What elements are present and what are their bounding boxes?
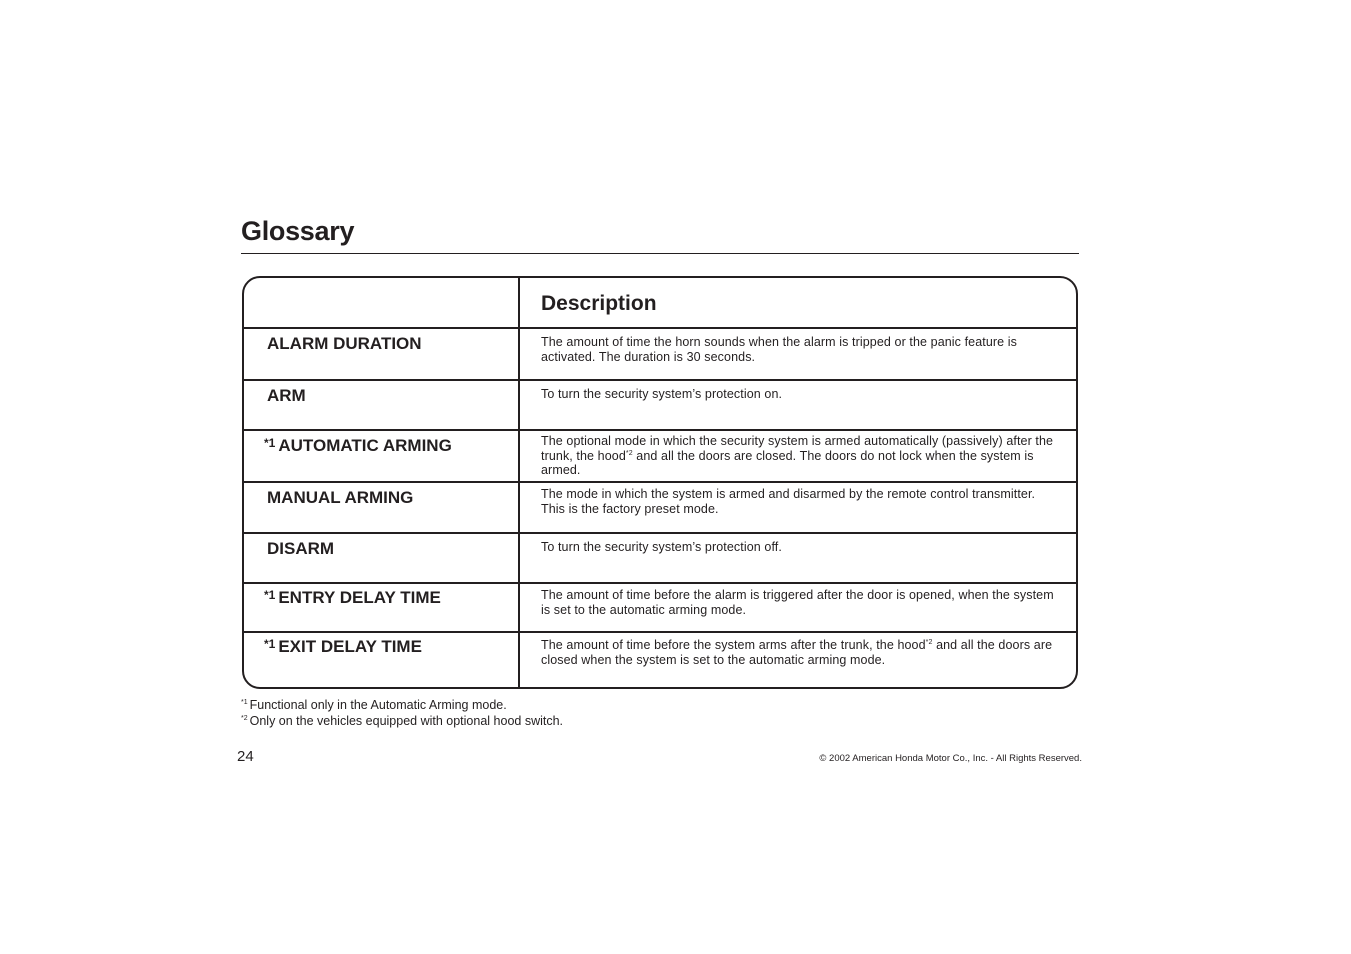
glossary-table <box>242 276 1078 689</box>
description-cell <box>520 584 1076 631</box>
description-cell <box>520 633 1076 689</box>
footnotes <box>241 698 563 729</box>
description-text: The amount of time the horn sounds when the alarm is tripped or the panic feature is activated. The duration is 30 seconds. <box>541 335 1018 364</box>
description-cell <box>520 381 1076 429</box>
term-label: ARM <box>267 386 306 405</box>
footnote-text: Only on the vehicles equipped with optional hood switch. <box>249 713 564 728</box>
page-number: 24 <box>237 748 254 765</box>
footnote-ref: *2 <box>925 639 933 646</box>
description-text: The mode in which the system is armed and disarmed by the remote control transmitter. This is the factory preset mode. <box>541 487 1036 516</box>
term-mark: *1 <box>264 637 276 651</box>
footnote-item <box>241 714 563 730</box>
term-cell <box>244 633 520 689</box>
table-row <box>244 631 1076 689</box>
table-row <box>244 582 1076 631</box>
header-description-cell <box>520 278 1076 328</box>
table-row <box>244 481 1076 532</box>
description-text: The optional mode in which the security system is armed automatically (passively) after the trunk, the hood$^{*2}$ and all the doors are closed. The doors do not lock when the system is armed. <box>541 434 1054 477</box>
term-cell <box>244 329 520 379</box>
description-cell <box>520 483 1076 532</box>
table-row <box>244 379 1076 429</box>
header-term-cell <box>244 278 520 328</box>
table-row <box>244 327 1076 379</box>
footnote-ref: *2 <box>625 449 633 457</box>
term-mark: *1 <box>264 436 276 450</box>
description-cell <box>520 534 1076 582</box>
description-text: The amount of time before the alarm is triggered after the door is opened, when the system is set to the automatic arming mode. <box>541 588 1054 617</box>
term-label: MANUAL ARMING <box>267 488 414 507</box>
term-label: DISARM <box>267 539 335 558</box>
description-cell <box>520 431 1076 481</box>
table-header-row <box>244 278 1076 328</box>
term-label: ALARM DURATION <box>267 334 422 353</box>
term-cell <box>244 534 520 582</box>
table-row <box>244 429 1076 481</box>
term-label: $^{*1}$ ENTRY DELAY TIME <box>264 588 441 607</box>
term-label: $^{*1}$ AUTOMATIC ARMING <box>264 436 452 455</box>
header-description-label: Description <box>541 292 657 315</box>
footnote-text: Functional only in the Automatic Arming mode. <box>249 698 507 712</box>
term-cell <box>244 584 520 631</box>
description-text: To turn the security system’s protection off. <box>541 540 782 554</box>
footnote-mark: *1 <box>241 699 248 706</box>
term-label: $^{*1}$ EXIT DELAY TIME <box>264 637 422 656</box>
table-row <box>244 532 1076 582</box>
page-title: Glossary <box>241 216 355 246</box>
description-cell <box>520 329 1076 379</box>
footnote-item <box>241 698 563 714</box>
footnote-mark: *2 <box>241 714 248 722</box>
description-text: To turn the security system’s protection on. <box>541 387 783 401</box>
copyright-notice: © 2002 American Honda Motor Co., Inc. - All Rights Reserved. <box>819 753 1082 764</box>
term-cell <box>244 483 520 532</box>
term-mark: *1 <box>264 588 276 602</box>
description-text: The amount of time before the system arms after the trunk, the hood$^{*2}$ and all the doors are closed when the system is set to the automatic arming mode. <box>541 638 1053 667</box>
term-cell <box>244 431 520 481</box>
title-rule <box>241 253 1079 254</box>
term-cell <box>244 381 520 429</box>
